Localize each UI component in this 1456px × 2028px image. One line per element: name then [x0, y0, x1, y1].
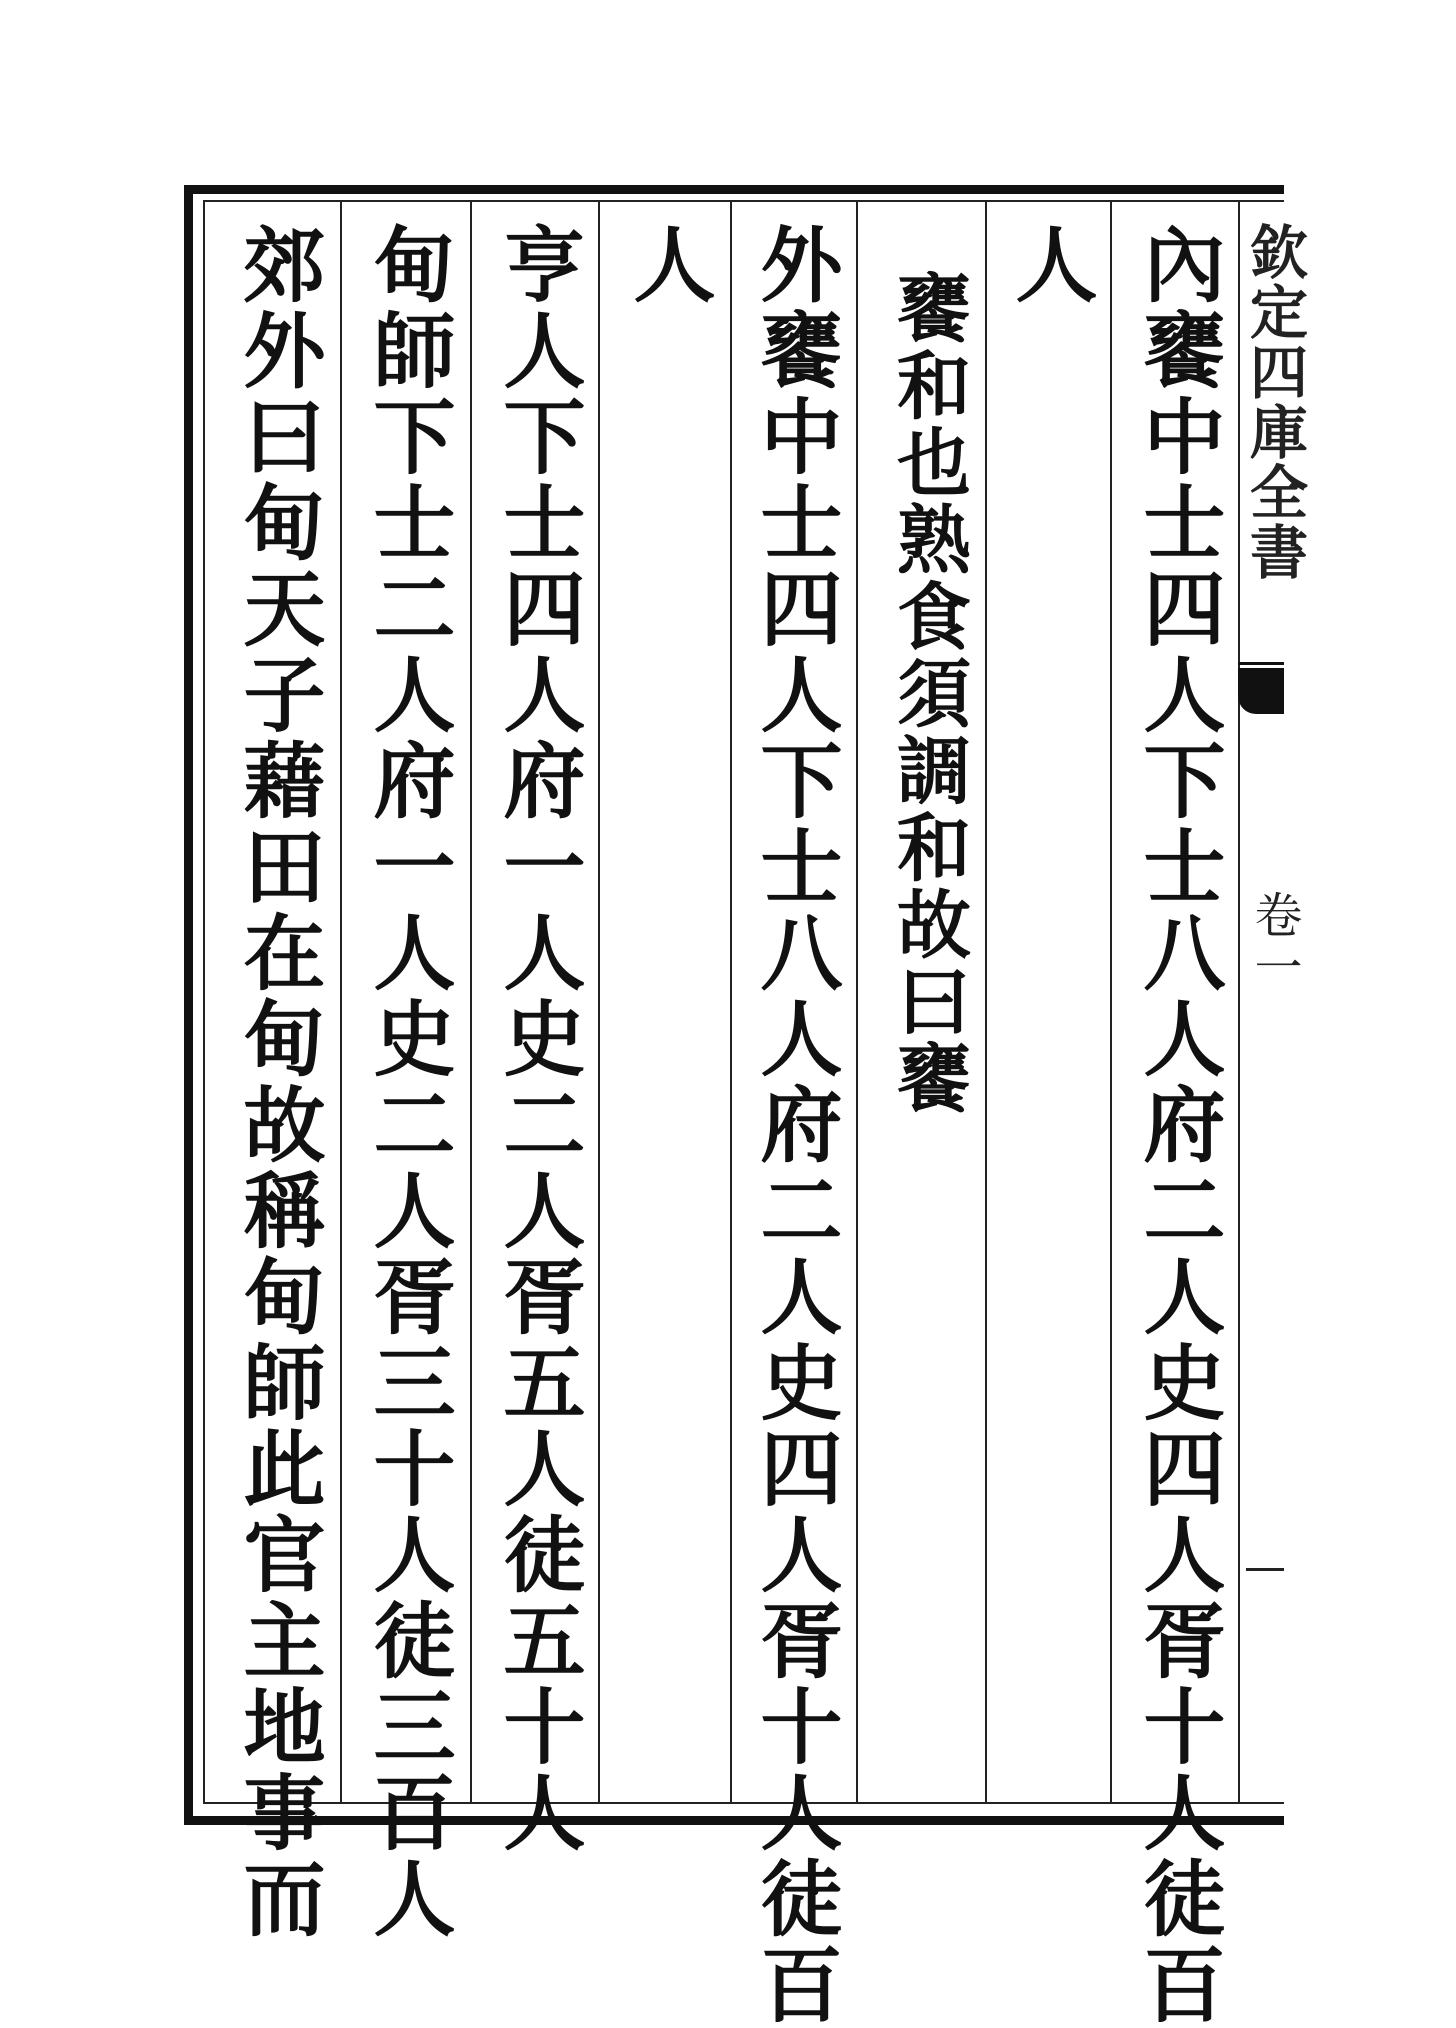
text-column-6: 甸師下士二人府一人史二人胥三十人徒三百人: [360, 222, 456, 1942]
text-column-7: 郊外曰甸天子藉田在甸故稱甸師此官主地事而: [230, 222, 326, 1942]
column-rule: [730, 202, 732, 1802]
text-column-2: 人: [1002, 222, 1098, 308]
text-column-1: 內饔中士四人下士八人府二人史四人胥十人徒百: [1130, 222, 1226, 2028]
text-column-3: 外饔中士四人下士八人府二人史四人胥十人徒百: [747, 222, 843, 2028]
commentary-column: 饔和也熟食須調和故曰饔: [885, 270, 971, 1117]
column-rule: [470, 202, 472, 1802]
column-rule: [1110, 202, 1112, 1802]
fishtail-mark-icon: [1238, 668, 1284, 714]
book-title: 欽定四庫全書: [1240, 222, 1308, 582]
column-rule: [985, 202, 987, 1802]
fishtail-line: [1238, 662, 1284, 665]
text-column-4: 人: [620, 222, 716, 308]
column-rule: [598, 202, 600, 1802]
volume-label: 卷一: [1246, 890, 1302, 994]
column-rule: [340, 202, 342, 1802]
text-column-5: 亨人下士四人府一人史二人胥五人徒五十人: [490, 222, 586, 1856]
column-rule: [856, 202, 858, 1802]
page-number-tick: [1246, 1568, 1284, 1571]
